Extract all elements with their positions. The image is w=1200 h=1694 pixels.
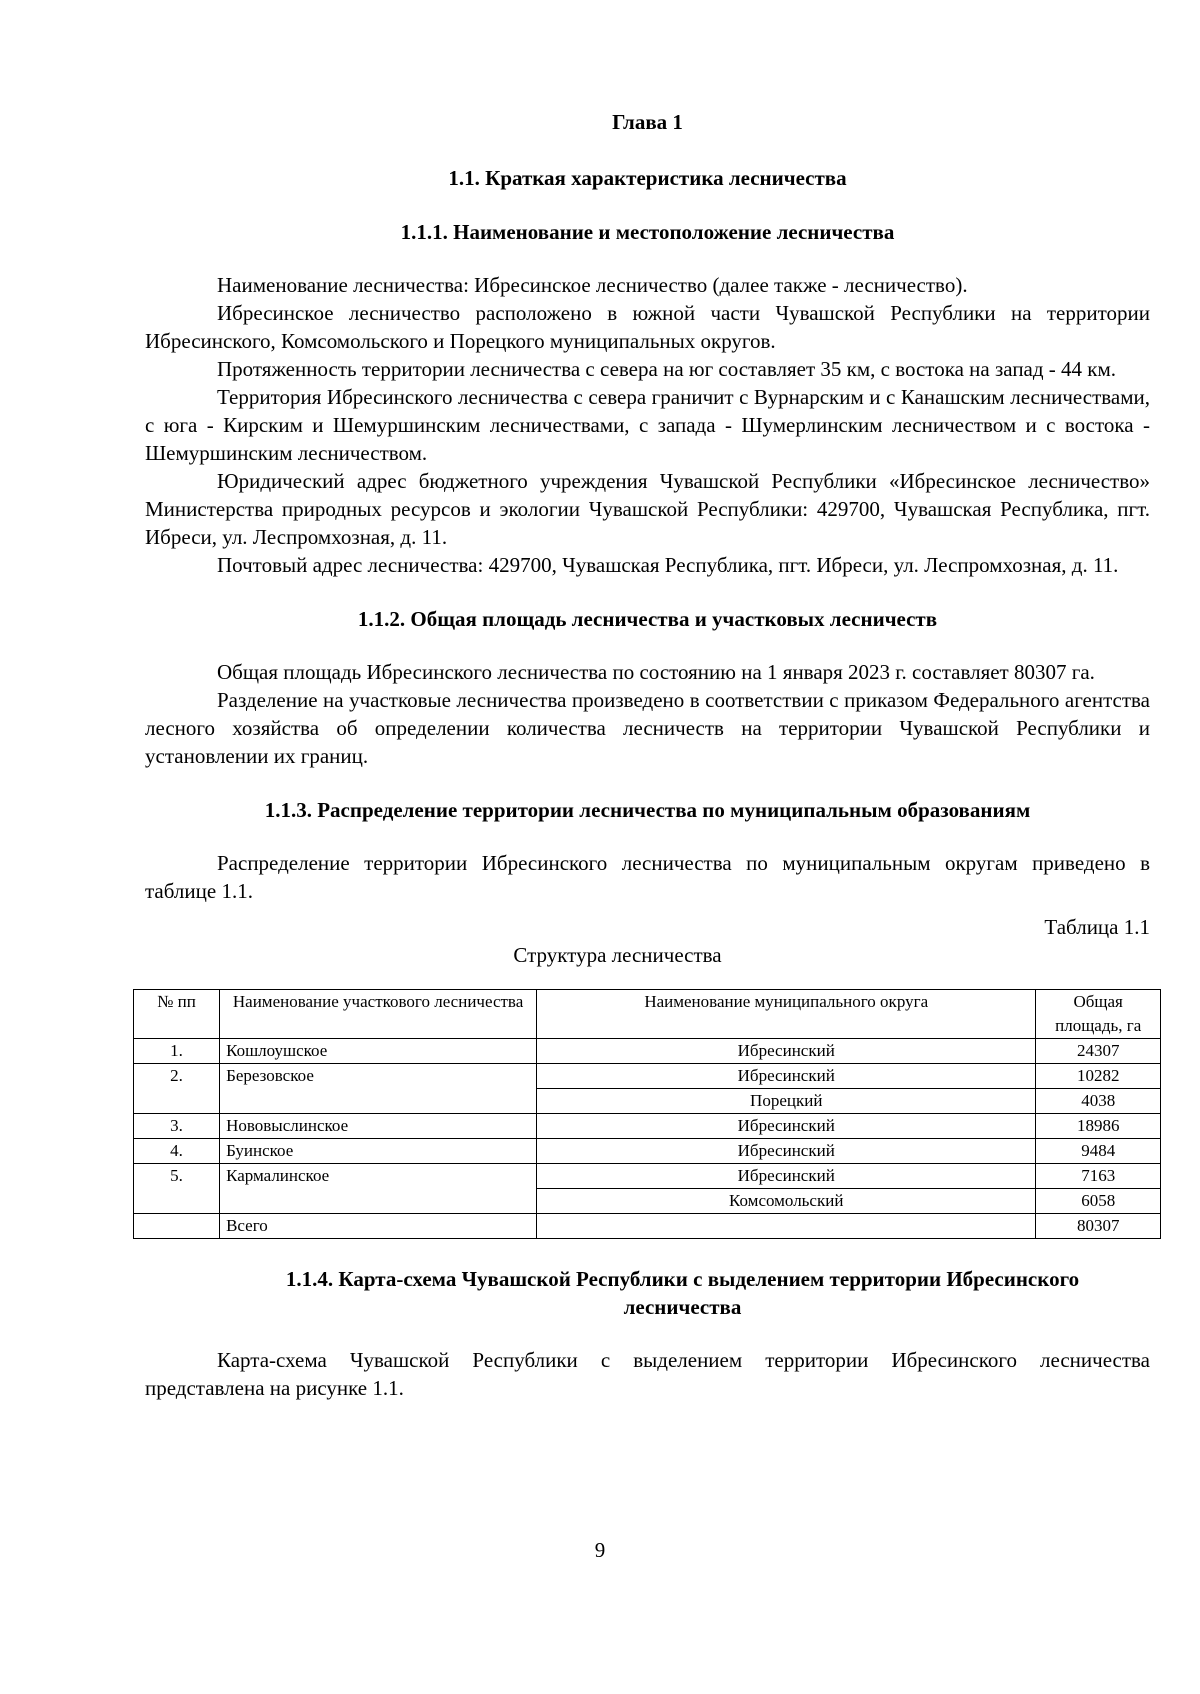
- row-num: 5.: [134, 1164, 220, 1214]
- header-district: Наименование участкового лесничества: [220, 990, 537, 1039]
- section-heading-1-1-4: [145, 1265, 1150, 1321]
- section-heading-1-1-3: 1.1.3. Распределение территории лесничества по муниципальным образованиям: [264, 798, 1031, 822]
- row-num: 2.: [134, 1064, 220, 1114]
- paragraph: Почтовый адрес лесничества: 429700, Чувашская Республика, пгт. Ибреси, ул. Леспромхозная, д. 11.: [217, 553, 1119, 577]
- paragraph: Территория Ибресинского лесничества с севера граничит с Вурнарским и с Канашским лесничествами, с юга - Кирским и Шемуршинским лесничествами, с запада - Шумерлинским лесничеством и с востока - Шемуршинским лесничеством.: [145, 385, 1150, 465]
- page-number: 9: [594, 1538, 606, 1562]
- table-row: [134, 1064, 1161, 1089]
- row-name: Нововыслинское: [220, 1114, 537, 1139]
- paragraph: Разделение на участковые лесничества произведено в соответствии с приказом Федерального агентства лесного хозяйства об определении количества лесничеств на территории Чувашской Республики и установлении их границ.: [145, 688, 1150, 768]
- row-name: Кошлоушское: [220, 1039, 537, 1064]
- row-name: Буинское: [220, 1139, 537, 1164]
- row-area: 18986: [1036, 1114, 1161, 1139]
- row-num: 1.: [134, 1039, 220, 1064]
- table-row: [134, 1114, 1161, 1139]
- table-row: [134, 1039, 1161, 1064]
- header-num: № пп: [134, 990, 220, 1039]
- section-heading-1-1-4-line1: 1.1.4. Карта-схема Чувашской Республики с выделением территории Ибресинского: [285, 1267, 1080, 1291]
- row-name: Кармалинское: [220, 1164, 537, 1214]
- paragraph: Ибресинское лесничество расположено в южной части Чувашской Республики на территории Ибресинского, Комсомольского и Порецкого муниципальных округов.: [145, 301, 1150, 353]
- row-okrug: Комсомольский: [537, 1189, 1036, 1214]
- row-area: 10282: [1036, 1064, 1161, 1089]
- header-area: Общая площадь, га: [1036, 990, 1161, 1039]
- total-area: 80307: [1036, 1214, 1161, 1239]
- table-number: Таблица 1.1: [1044, 915, 1150, 939]
- total-label: Всего: [220, 1214, 537, 1239]
- table-row: [134, 1164, 1161, 1189]
- section-heading-1-1-1: 1.1.1. Наименование и местоположение лесничества: [400, 220, 895, 244]
- header-okrug: Наименование муниципального округа: [537, 990, 1036, 1039]
- row-okrug: Ибресинский: [537, 1164, 1036, 1189]
- row-okrug: Ибресинский: [537, 1064, 1036, 1089]
- paragraph: Распределение территории Ибресинского лесничества по муниципальным округам приведено в таблице 1.1.: [145, 851, 1150, 903]
- table-title: Структура лесничества: [513, 943, 722, 967]
- table-row: [134, 1139, 1161, 1164]
- paragraph: Карта-схема Чувашской Республики с выделением территории Ибресинского лесничества представлена на рисунке 1.1.: [145, 1348, 1150, 1400]
- paragraph: Общая площадь Ибресинского лесничества по состоянию на 1 января 2023 г. составляет 80307 га.: [217, 660, 1095, 684]
- forestry-structure-table: [133, 989, 1161, 1239]
- paragraph: Наименование лесничества: Ибресинское лесничество (далее также - лесничество).: [217, 273, 968, 297]
- row-okrug: Ибресинский: [537, 1114, 1036, 1139]
- section-heading-1-1-4-line2: лесничества: [623, 1295, 742, 1319]
- row-area: 4038: [1036, 1089, 1161, 1114]
- row-okrug: Порецкий: [537, 1089, 1036, 1114]
- table-header-row: [134, 990, 1161, 1039]
- paragraph: Юридический адрес бюджетного учреждения Чувашской Республики «Ибресинское лесничество» Министерства природных ресурсов и экологии Чувашской Республики: 429700, Чувашская Республика, пгт. Ибреси, ул. Леспромхозная, д. 11.: [145, 469, 1150, 549]
- row-area: 6058: [1036, 1189, 1161, 1214]
- section-heading-1-1-2: 1.1.2. Общая площадь лесничества и участковых лесничеств: [357, 607, 938, 631]
- row-area: 9484: [1036, 1139, 1161, 1164]
- row-okrug: Ибресинский: [537, 1039, 1036, 1064]
- row-area: 7163: [1036, 1164, 1161, 1189]
- row-num: 4.: [134, 1139, 220, 1164]
- paragraph: Протяженность территории лесничества с севера на юг составляет 35 км, с востока на запад - 44 км.: [217, 357, 1117, 381]
- section-heading-1-1: 1.1. Краткая характеристика лесничества: [448, 166, 847, 190]
- table-total-row: [134, 1214, 1161, 1239]
- page-content: [145, 108, 1150, 1402]
- row-area: 24307: [1036, 1039, 1161, 1064]
- row-name: Березовское: [220, 1064, 537, 1114]
- chapter-title: Глава 1: [612, 110, 683, 134]
- row-okrug: Ибресинский: [537, 1139, 1036, 1164]
- row-num: 3.: [134, 1114, 220, 1139]
